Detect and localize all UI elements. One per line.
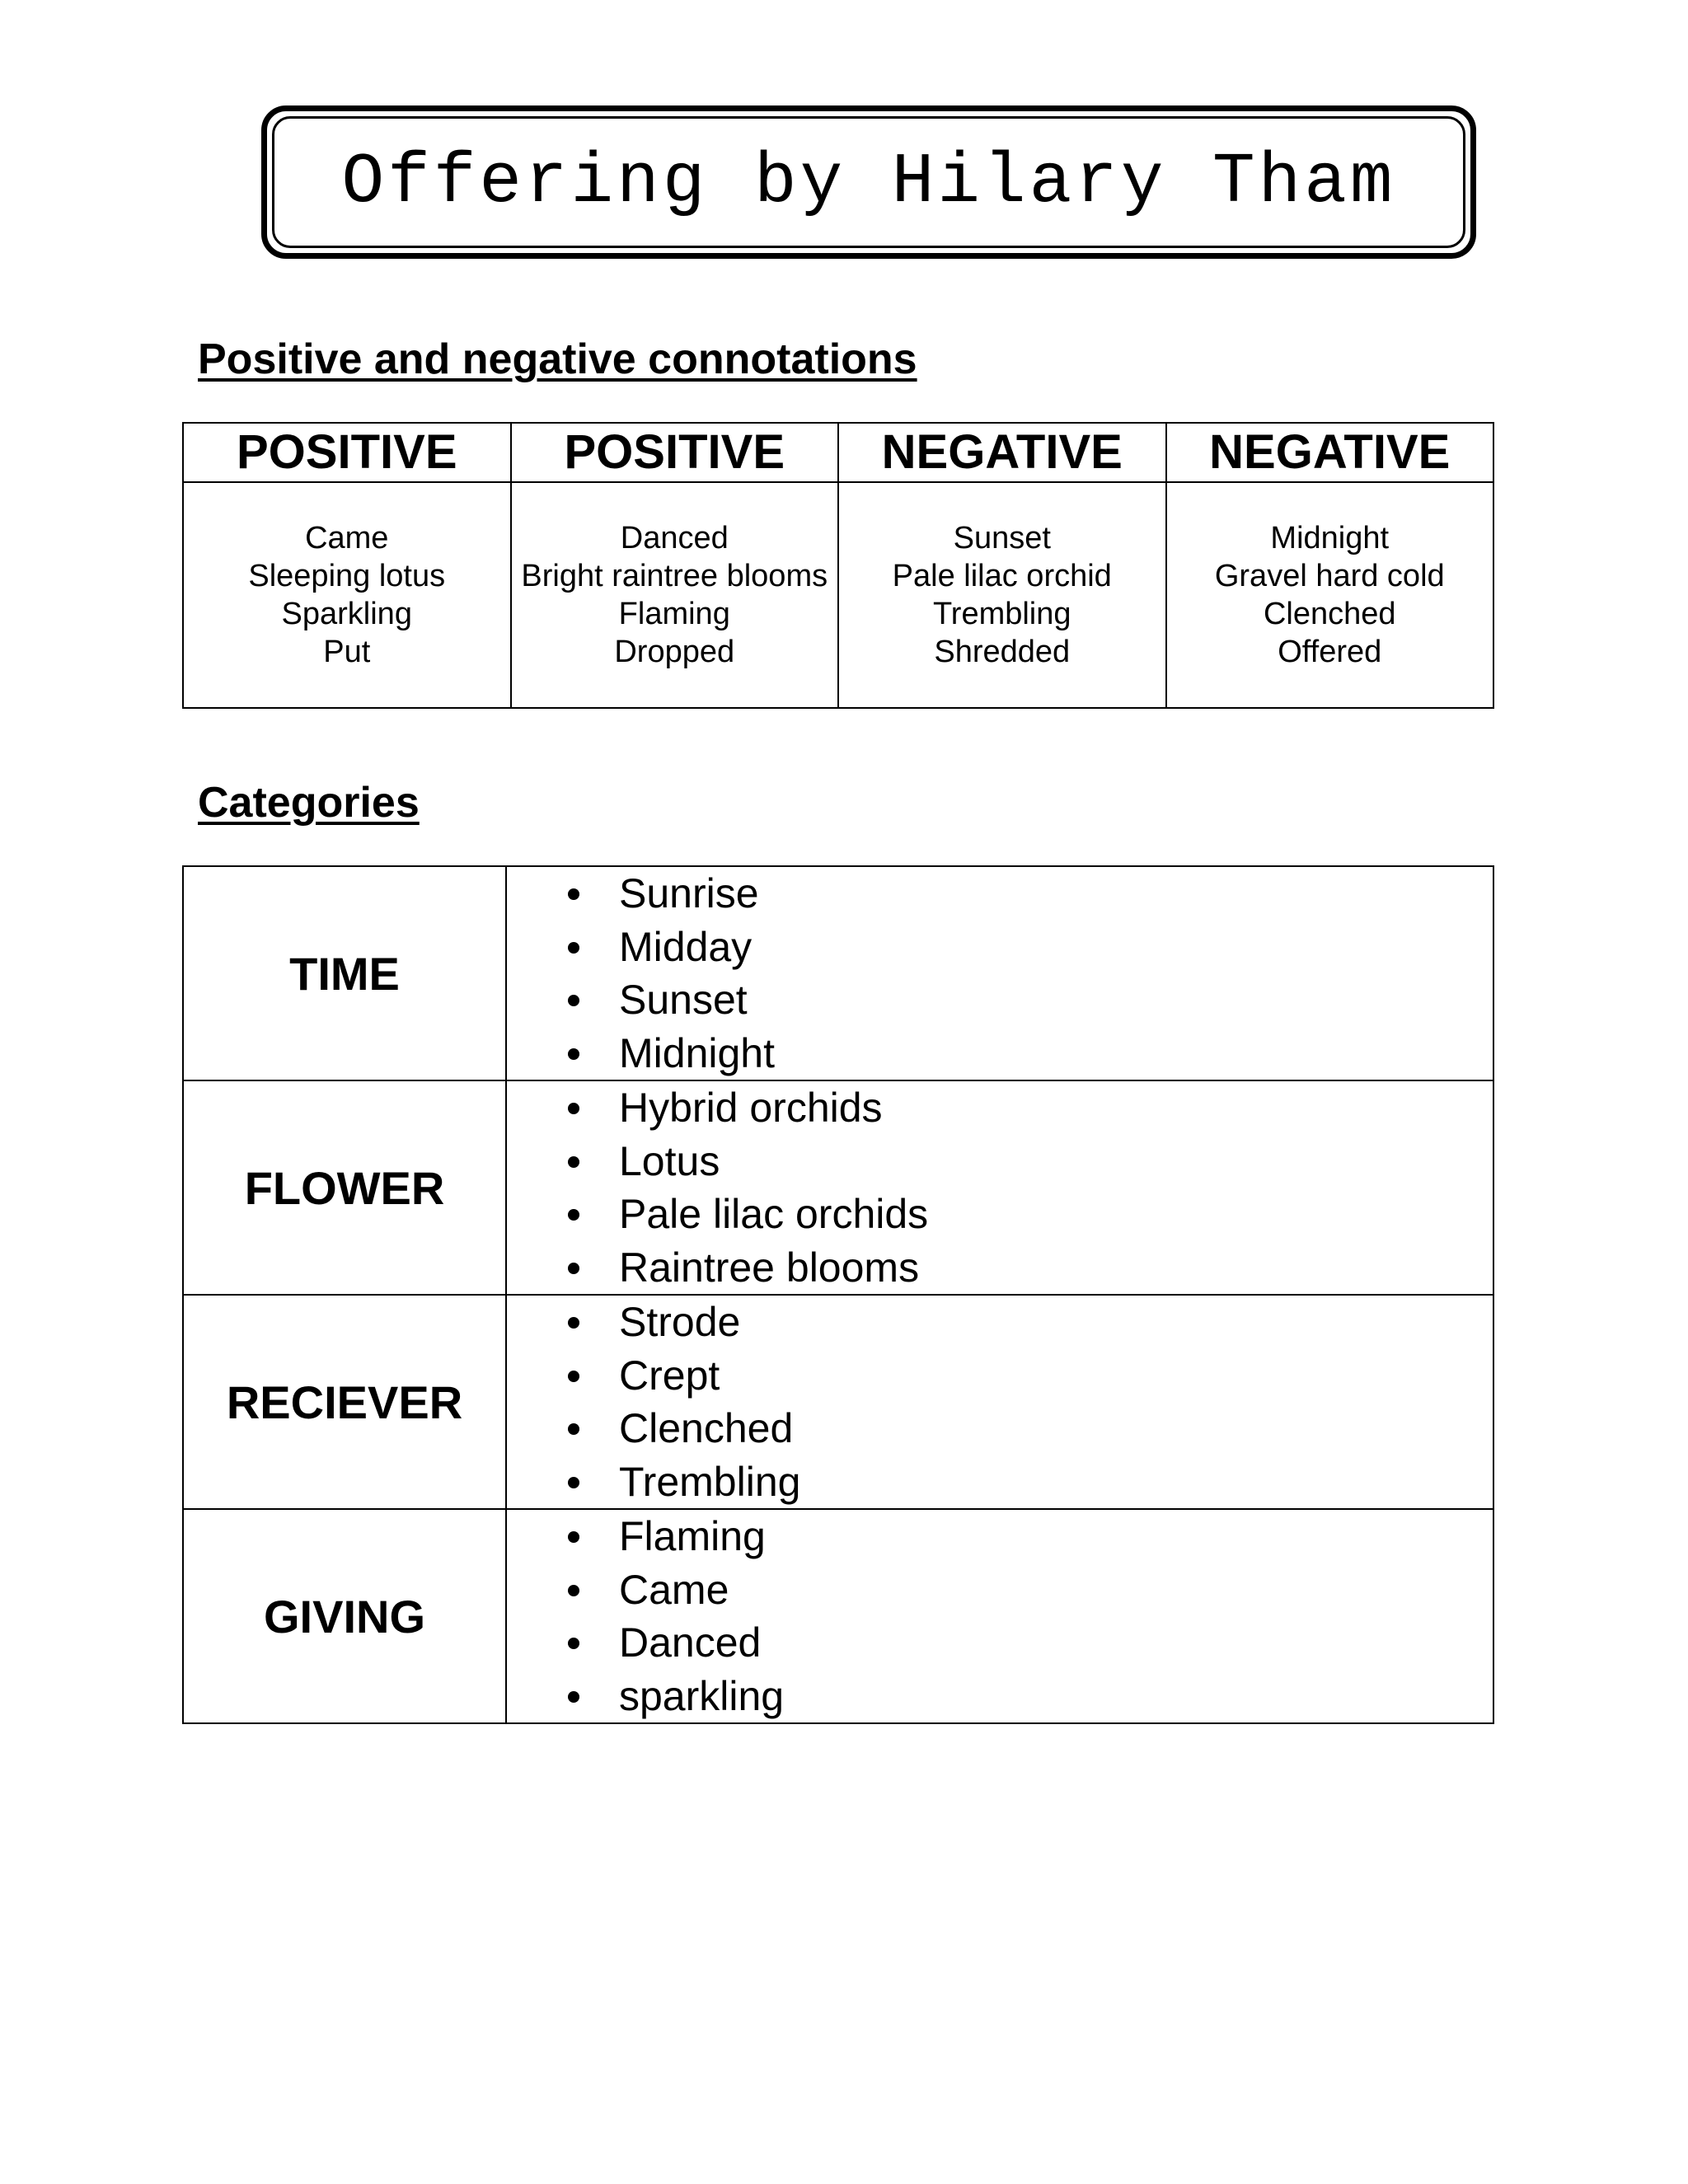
category-item: Raintree blooms (507, 1241, 1493, 1295)
document-title: Offering by Hilary Tham (341, 142, 1396, 223)
category-list (507, 1510, 1493, 1722)
connotation-word: Gravel hard cold (1214, 559, 1445, 593)
connotation-word: Shredded (934, 635, 1071, 669)
title-box (261, 105, 1476, 259)
connotation-word: Put (323, 635, 371, 669)
category-label: TIME (183, 866, 506, 1080)
category-item: Strode (507, 1296, 1493, 1349)
connotations-header-row (183, 423, 1493, 482)
connotation-word: Sparkling (281, 597, 412, 631)
category-item: Sunset (507, 973, 1493, 1027)
category-label: GIVING (183, 1509, 506, 1723)
connotation-word: Pale lilac orchid (892, 559, 1112, 593)
category-item: Danced (507, 1616, 1493, 1670)
category-label: FLOWER (183, 1080, 506, 1295)
column-header-positive-1: POSITIVE (183, 423, 511, 482)
category-list (507, 1296, 1493, 1508)
connotation-word: Trembling (932, 597, 1071, 631)
connotation-word: Offered (1278, 635, 1382, 669)
connotation-word: Bright raintree blooms (521, 559, 828, 593)
category-item: Trembling (507, 1455, 1493, 1509)
connotation-word: Flaming (618, 597, 730, 631)
categories-table (182, 865, 1494, 1724)
connotation-word: Came (305, 521, 389, 555)
column-header-negative-1: NEGATIVE (838, 423, 1166, 482)
category-items (506, 1080, 1493, 1295)
category-row-giving (183, 1509, 1493, 1723)
category-row-flower (183, 1080, 1493, 1295)
connotation-cell-negative-2 (1166, 482, 1494, 708)
categories-heading: Categories (198, 779, 420, 827)
connotation-cell-positive-1 (183, 482, 511, 708)
category-list (507, 1081, 1493, 1294)
category-item: Midday (507, 921, 1493, 974)
connotation-word: Danced (620, 521, 729, 555)
category-item: Clenched (507, 1402, 1493, 1455)
connotations-heading: Positive and negative connotations (198, 335, 917, 383)
connotations-words-row (183, 482, 1493, 708)
category-item: sparkling (507, 1670, 1493, 1723)
column-header-positive-2: POSITIVE (511, 423, 839, 482)
column-header-negative-2: NEGATIVE (1166, 423, 1494, 482)
category-items (506, 1509, 1493, 1723)
title-box-inner (272, 116, 1465, 248)
category-item: Pale lilac orchids (507, 1188, 1493, 1241)
category-label: RECIEVER (183, 1295, 506, 1509)
category-item: Sunrise (507, 867, 1493, 921)
category-item: Lotus (507, 1135, 1493, 1188)
category-row-reciever (183, 1295, 1493, 1509)
category-list (507, 867, 1493, 1080)
connotation-word: Sunset (953, 521, 1051, 555)
connotation-cell-negative-1 (838, 482, 1166, 708)
connotation-cell-positive-2 (511, 482, 839, 708)
category-items (506, 1295, 1493, 1509)
connotations-table (182, 422, 1494, 709)
category-row-time (183, 866, 1493, 1080)
category-item: Came (507, 1563, 1493, 1617)
category-item: Crept (507, 1349, 1493, 1403)
category-item: Midnight (507, 1027, 1493, 1080)
connotation-word: Midnight (1270, 521, 1390, 555)
connotation-word: Clenched (1263, 597, 1396, 631)
category-item: Hybrid orchids (507, 1081, 1493, 1135)
category-item: Flaming (507, 1510, 1493, 1563)
connotation-word: Dropped (614, 635, 735, 669)
connotation-word: Sleeping lotus (248, 559, 446, 593)
category-items (506, 866, 1493, 1080)
